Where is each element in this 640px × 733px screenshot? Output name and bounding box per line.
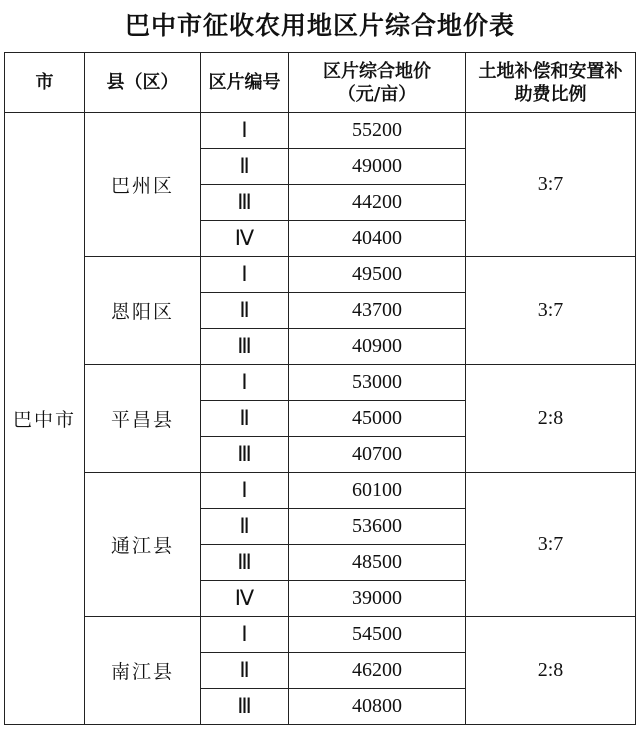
table-row bbox=[5, 365, 636, 401]
price-cell: 39000 bbox=[289, 581, 466, 617]
header-county: 县（区） bbox=[85, 53, 201, 113]
table-row bbox=[5, 473, 636, 509]
zone-cell: Ⅲ bbox=[201, 329, 289, 365]
table-body bbox=[5, 113, 636, 725]
header-city: 市 bbox=[5, 53, 85, 113]
price-cell: 48500 bbox=[289, 545, 466, 581]
zone-cell: Ⅱ bbox=[201, 149, 289, 185]
ratio-cell: 3:7 bbox=[466, 473, 636, 617]
price-cell: 54500 bbox=[289, 617, 466, 653]
header-row bbox=[5, 53, 636, 113]
zone-cell: Ⅰ bbox=[201, 365, 289, 401]
header-ratio-line1: 土地补偿和安置补 bbox=[478, 60, 623, 82]
county-cell: 巴州区 bbox=[85, 113, 201, 257]
zone-cell: Ⅲ bbox=[201, 689, 289, 725]
price-cell: 53600 bbox=[289, 509, 466, 545]
price-cell: 40400 bbox=[289, 221, 466, 257]
land-price-table bbox=[4, 52, 636, 725]
ratio-cell: 3:7 bbox=[466, 257, 636, 365]
zone-cell: Ⅱ bbox=[201, 293, 289, 329]
ratio-cell: 2:8 bbox=[466, 617, 636, 725]
city-cell: 巴中市 bbox=[5, 113, 85, 725]
price-cell: 49500 bbox=[289, 257, 466, 293]
county-cell: 南江县 bbox=[85, 617, 201, 725]
county-cell: 平昌县 bbox=[85, 365, 201, 473]
price-cell: 53000 bbox=[289, 365, 466, 401]
zone-cell: Ⅱ bbox=[201, 509, 289, 545]
zone-cell: Ⅱ bbox=[201, 653, 289, 689]
county-cell: 通江县 bbox=[85, 473, 201, 617]
ratio-cell: 3:7 bbox=[466, 113, 636, 257]
zone-cell: Ⅰ bbox=[201, 473, 289, 509]
table-row bbox=[5, 257, 636, 293]
price-cell: 45000 bbox=[289, 401, 466, 437]
price-cell: 60100 bbox=[289, 473, 466, 509]
zone-cell: Ⅲ bbox=[201, 185, 289, 221]
price-cell: 49000 bbox=[289, 149, 466, 185]
zone-cell: Ⅲ bbox=[201, 545, 289, 581]
price-cell: 44200 bbox=[289, 185, 466, 221]
page-title: 巴中市征收农用地区片综合地价表 bbox=[124, 11, 515, 40]
county-cell: 恩阳区 bbox=[85, 257, 201, 365]
zone-cell: Ⅰ bbox=[201, 113, 289, 149]
header-price-line2: （元/亩） bbox=[337, 83, 417, 105]
price-cell: 40800 bbox=[289, 689, 466, 725]
price-cell: 43700 bbox=[289, 293, 466, 329]
zone-cell: Ⅲ bbox=[201, 437, 289, 473]
table-row bbox=[5, 113, 636, 149]
price-cell: 46200 bbox=[289, 653, 466, 689]
zone-cell: Ⅳ bbox=[201, 581, 289, 617]
zone-cell: Ⅰ bbox=[201, 617, 289, 653]
zone-cell: Ⅱ bbox=[201, 401, 289, 437]
header-price bbox=[289, 53, 466, 113]
price-cell: 55200 bbox=[289, 113, 466, 149]
ratio-cell: 2:8 bbox=[466, 365, 636, 473]
header-ratio-line2: 助费比例 bbox=[514, 83, 587, 105]
price-cell: 40700 bbox=[289, 437, 466, 473]
header-ratio bbox=[466, 53, 636, 113]
header-zone: 区片编号 bbox=[201, 53, 289, 113]
zone-cell: Ⅳ bbox=[201, 221, 289, 257]
header-price-line1: 区片综合地价 bbox=[323, 60, 431, 82]
price-cell: 40900 bbox=[289, 329, 466, 365]
zone-cell: Ⅰ bbox=[201, 257, 289, 293]
table-row bbox=[5, 617, 636, 653]
